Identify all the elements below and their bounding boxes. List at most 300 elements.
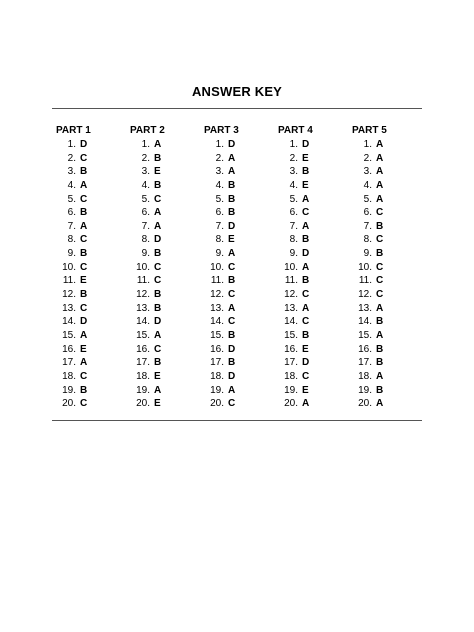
question-number: 8. (289, 234, 298, 246)
answer-letter: C (376, 261, 384, 273)
answer-letter: B (302, 329, 310, 341)
answer-letter: C (154, 193, 162, 205)
answer-letter: C (154, 275, 162, 287)
answer-row (352, 233, 424, 247)
answer-letter: A (302, 302, 310, 314)
answer-row (278, 288, 350, 302)
answer-letter: A (376, 166, 384, 178)
answer-letter: A (376, 152, 384, 164)
answer-letter: C (80, 261, 88, 273)
answer-letter: E (228, 234, 235, 246)
answer-row (204, 274, 276, 288)
answer-letter: D (80, 316, 88, 328)
question-number: 8. (363, 234, 372, 246)
answer-row (352, 179, 424, 193)
answer-letter: E (154, 370, 161, 382)
answer-letter: C (80, 152, 88, 164)
question-number: 9. (141, 248, 150, 260)
answer-row (204, 261, 276, 275)
question-number: 5. (363, 193, 372, 205)
answer-row (130, 165, 202, 179)
question-number: 12. (210, 289, 224, 301)
question-number: 19. (284, 384, 298, 396)
question-number: 5. (215, 193, 224, 205)
answer-letter: D (154, 234, 162, 246)
answer-row (56, 233, 128, 247)
question-number: 2. (289, 152, 298, 164)
answer-letter: C (228, 398, 236, 410)
question-number: 13. (210, 302, 224, 314)
answer-row (278, 370, 350, 384)
part-header: PART 2 (130, 125, 165, 136)
answer-row (130, 138, 202, 152)
answer-row (278, 343, 350, 357)
question-number: 6. (289, 207, 298, 219)
answer-row (204, 220, 276, 234)
answer-row (56, 329, 128, 343)
answer-row (278, 152, 350, 166)
answer-row (352, 356, 424, 370)
answer-row (204, 206, 276, 220)
answer-letter: A (302, 220, 310, 232)
answer-letter: D (228, 343, 236, 355)
answer-letter: A (376, 329, 384, 341)
question-number: 16. (358, 343, 372, 355)
answer-letter: E (154, 398, 161, 410)
answer-letter: D (302, 139, 310, 150)
answer-row (204, 397, 276, 411)
question-number: 19. (136, 384, 150, 396)
answer-letter: C (80, 398, 88, 410)
answer-row (56, 138, 128, 152)
question-number: 7. (67, 220, 76, 232)
answer-row (278, 138, 350, 152)
answer-row (56, 397, 128, 411)
question-number: 2. (141, 152, 150, 164)
answer-letter: B (154, 248, 162, 260)
answer-letter: C (228, 316, 236, 328)
question-number: 18. (210, 370, 224, 382)
answer-row (352, 247, 424, 261)
question-number: 18. (62, 370, 76, 382)
answer-letter: C (228, 261, 236, 273)
answer-letter: B (80, 384, 88, 396)
answer-row (130, 247, 202, 261)
question-number: 9. (215, 248, 224, 260)
answer-row (56, 274, 128, 288)
answer-letter: A (228, 384, 236, 396)
answer-row (204, 165, 276, 179)
question-number: 15. (62, 329, 76, 341)
question-number: 17. (358, 357, 372, 369)
answer-letter: B (154, 289, 162, 301)
question-number: 13. (62, 302, 76, 314)
question-number: 18. (358, 370, 372, 382)
answer-row (56, 193, 128, 207)
question-number: 4. (141, 179, 150, 191)
question-number: 19. (210, 384, 224, 396)
question-number: 1. (215, 139, 224, 150)
question-number: 18. (284, 370, 298, 382)
answer-row (352, 329, 424, 343)
question-number: 1. (67, 139, 76, 150)
answer-row (130, 261, 202, 275)
answer-row (130, 315, 202, 329)
answer-letter: B (376, 357, 384, 369)
answer-row (130, 329, 202, 343)
answer-row (352, 302, 424, 316)
answer-row (56, 206, 128, 220)
part-column-2 (130, 124, 202, 411)
question-number: 6. (215, 207, 224, 219)
answer-letter: C (302, 370, 310, 382)
question-number: 13. (284, 302, 298, 314)
answer-row (278, 384, 350, 398)
answer-row (130, 206, 202, 220)
question-number: 19. (358, 384, 372, 396)
question-number: 14. (136, 316, 150, 328)
question-number: 7. (289, 220, 298, 232)
question-number: 7. (215, 220, 224, 232)
answer-letter: B (228, 275, 236, 287)
answer-letter: B (228, 193, 236, 205)
answer-row (130, 179, 202, 193)
answer-row (56, 152, 128, 166)
answer-row (56, 343, 128, 357)
answer-letter: A (154, 207, 162, 219)
answer-letter: B (154, 179, 162, 191)
part-column-5 (352, 124, 424, 411)
answer-row (352, 152, 424, 166)
question-number: 20. (62, 398, 76, 410)
answer-row (278, 329, 350, 343)
question-number: 9. (289, 248, 298, 260)
answer-row (56, 220, 128, 234)
question-number: 7. (141, 220, 150, 232)
part-header: PART 4 (278, 125, 313, 136)
answer-row (278, 165, 350, 179)
question-number: 11. (358, 275, 372, 287)
answer-row (204, 384, 276, 398)
answer-row (352, 370, 424, 384)
question-number: 9. (363, 248, 372, 260)
question-number: 16. (210, 343, 224, 355)
question-number: 11. (136, 275, 150, 287)
answer-letter: A (302, 261, 310, 273)
answer-row (278, 261, 350, 275)
answer-letter: D (228, 220, 236, 232)
answer-letter: C (376, 289, 384, 301)
answer-row (204, 233, 276, 247)
question-number: 10. (62, 261, 76, 273)
answer-letter: A (376, 179, 384, 191)
answer-letter: A (154, 220, 162, 232)
answer-letter: A (228, 166, 236, 178)
answer-row (278, 206, 350, 220)
question-number: 10. (210, 261, 224, 273)
question-number: 18. (136, 370, 150, 382)
answer-row (278, 179, 350, 193)
answer-row (204, 179, 276, 193)
answer-letter: C (154, 261, 162, 273)
answer-row (204, 247, 276, 261)
question-number: 12. (358, 289, 372, 301)
question-number: 14. (62, 316, 76, 328)
answer-letter: C (80, 234, 88, 246)
answer-row (278, 193, 350, 207)
part-column-4 (278, 124, 350, 411)
answer-row (56, 179, 128, 193)
answer-letter: A (302, 398, 310, 410)
answer-row (278, 302, 350, 316)
question-number: 20. (358, 398, 372, 410)
answer-letter: C (376, 207, 384, 219)
question-number: 16. (62, 343, 76, 355)
question-number: 2. (215, 152, 224, 164)
answer-row (352, 288, 424, 302)
question-number: 8. (215, 234, 224, 246)
answer-letter: B (80, 248, 88, 260)
answer-row (278, 397, 350, 411)
answer-letter: A (80, 329, 88, 341)
answer-letter: C (80, 370, 88, 382)
answer-row (56, 302, 128, 316)
question-number: 15. (284, 329, 298, 341)
question-number: 20. (210, 398, 224, 410)
question-number: 6. (67, 207, 76, 219)
question-number: 5. (141, 193, 150, 205)
answer-row (130, 152, 202, 166)
answer-row (130, 233, 202, 247)
question-number: 11. (210, 275, 224, 287)
answer-letter: D (154, 316, 162, 328)
answer-row (56, 315, 128, 329)
question-number: 19. (62, 384, 76, 396)
question-number: 15. (210, 329, 224, 341)
page-title: ANSWER KEY (191, 84, 283, 99)
answer-letter: A (228, 152, 236, 164)
answer-letter: C (80, 193, 88, 205)
question-number: 6. (141, 207, 150, 219)
part-header: PART 5 (352, 125, 387, 136)
answer-letter: A (376, 139, 384, 150)
answer-letter: C (302, 289, 310, 301)
question-number: 13. (358, 302, 372, 314)
answer-letter: C (302, 316, 310, 328)
answer-letter: B (228, 329, 236, 341)
answer-letter: B (228, 207, 236, 219)
part-column-1 (56, 124, 128, 411)
answer-letter: A (154, 384, 162, 396)
answer-row (130, 193, 202, 207)
answer-row (204, 329, 276, 343)
answer-row (352, 165, 424, 179)
answer-row (278, 274, 350, 288)
question-number: 15. (358, 329, 372, 341)
question-number: 14. (210, 316, 224, 328)
answer-row (278, 247, 350, 261)
answer-row (278, 233, 350, 247)
answer-row (204, 288, 276, 302)
answer-row (204, 138, 276, 152)
answer-row (130, 302, 202, 316)
answer-letter: B (376, 384, 384, 396)
question-number: 12. (62, 289, 76, 301)
question-number: 3. (67, 166, 76, 178)
answer-letter: B (228, 357, 236, 369)
answer-letter: B (154, 302, 162, 314)
answer-letter: C (154, 343, 162, 355)
answer-letter: C (80, 302, 88, 314)
answer-letter: E (80, 343, 87, 355)
answer-row (56, 288, 128, 302)
answer-row (204, 370, 276, 384)
answer-letter: A (80, 357, 88, 369)
answer-row (352, 343, 424, 357)
answer-letter: A (228, 302, 236, 314)
answer-letter: B (376, 220, 384, 232)
answer-row (130, 220, 202, 234)
answer-letter: A (154, 329, 162, 341)
question-number: 4. (363, 179, 372, 191)
question-number: 20. (284, 398, 298, 410)
question-number: 20. (136, 398, 150, 410)
answer-row (56, 261, 128, 275)
answer-row (204, 356, 276, 370)
answer-letter: B (376, 248, 384, 260)
answer-letter: B (302, 275, 310, 287)
answer-letter: A (376, 193, 384, 205)
answer-row (352, 315, 424, 329)
answer-letter: C (376, 275, 384, 287)
answer-row (56, 356, 128, 370)
part-column-3 (204, 124, 276, 411)
question-number: 11. (284, 275, 298, 287)
question-number: 3. (289, 166, 298, 178)
answer-letter: E (302, 384, 309, 396)
answer-letter: A (376, 302, 384, 314)
answer-letter: B (302, 166, 310, 178)
question-number: 17. (136, 357, 150, 369)
answer-letter: E (80, 275, 87, 287)
question-number: 14. (284, 316, 298, 328)
question-number: 16. (284, 343, 298, 355)
answer-letter: A (302, 193, 310, 205)
question-number: 5. (67, 193, 76, 205)
answer-row (56, 384, 128, 398)
answer-letter: A (228, 248, 236, 260)
question-number: 14. (358, 316, 372, 328)
question-number: 4. (215, 179, 224, 191)
answer-row (204, 302, 276, 316)
answer-letter: B (376, 316, 384, 328)
answer-letter: B (154, 357, 162, 369)
question-number: 1. (289, 139, 298, 150)
answer-row (204, 343, 276, 357)
answer-row (352, 261, 424, 275)
question-number: 17. (210, 357, 224, 369)
answer-row (130, 370, 202, 384)
answer-row (352, 138, 424, 152)
answer-letter: C (376, 234, 384, 246)
answer-letter: E (302, 152, 309, 164)
question-number: 7. (363, 220, 372, 232)
answer-letter: A (80, 179, 88, 191)
answer-row (204, 315, 276, 329)
question-number: 11. (62, 275, 76, 287)
answer-letter: B (80, 207, 88, 219)
question-number: 1. (363, 139, 372, 150)
answer-row (56, 165, 128, 179)
answer-row (130, 274, 202, 288)
question-number: 17. (62, 357, 76, 369)
answer-letter: A (376, 398, 384, 410)
answer-row (130, 397, 202, 411)
answer-letter: B (80, 289, 88, 301)
answer-letter: D (80, 139, 88, 150)
question-number: 4. (289, 179, 298, 191)
answer-row (352, 384, 424, 398)
answer-row (352, 274, 424, 288)
question-number: 6. (363, 207, 372, 219)
question-number: 3. (141, 166, 150, 178)
answer-letter: D (302, 248, 310, 260)
answer-row (278, 315, 350, 329)
question-number: 1. (141, 139, 150, 150)
answer-row (130, 288, 202, 302)
part-header: PART 3 (204, 125, 239, 136)
answer-letter: E (302, 343, 309, 355)
answer-letter: D (228, 370, 236, 382)
question-number: 10. (284, 261, 298, 273)
question-number: 2. (67, 152, 76, 164)
answer-row (130, 343, 202, 357)
question-number: 10. (136, 261, 150, 273)
question-number: 16. (136, 343, 150, 355)
answer-letter: B (376, 343, 384, 355)
answer-letter: D (302, 357, 310, 369)
answer-row (278, 356, 350, 370)
answer-row (130, 384, 202, 398)
answer-letter: E (302, 179, 309, 191)
question-number: 13. (136, 302, 150, 314)
answer-row (352, 397, 424, 411)
answer-letter: B (80, 166, 88, 178)
answer-letter: A (80, 220, 88, 232)
question-number: 17. (284, 357, 298, 369)
answer-row (56, 247, 128, 261)
answer-row (130, 356, 202, 370)
answer-row (352, 220, 424, 234)
answer-letter: B (302, 234, 310, 246)
question-number: 10. (358, 261, 372, 273)
question-number: 3. (363, 166, 372, 178)
question-number: 2. (363, 152, 372, 164)
answer-row (352, 193, 424, 207)
answer-row (204, 193, 276, 207)
answer-letter: A (154, 139, 162, 150)
answer-letter: B (228, 179, 236, 191)
question-number: 3. (215, 166, 224, 178)
top-divider (52, 108, 422, 109)
answer-row (352, 206, 424, 220)
question-number: 12. (136, 289, 150, 301)
answer-letter: D (228, 139, 236, 150)
answer-letter: A (376, 370, 384, 382)
answer-letter: C (302, 207, 310, 219)
question-number: 5. (289, 193, 298, 205)
question-number: 12. (284, 289, 298, 301)
